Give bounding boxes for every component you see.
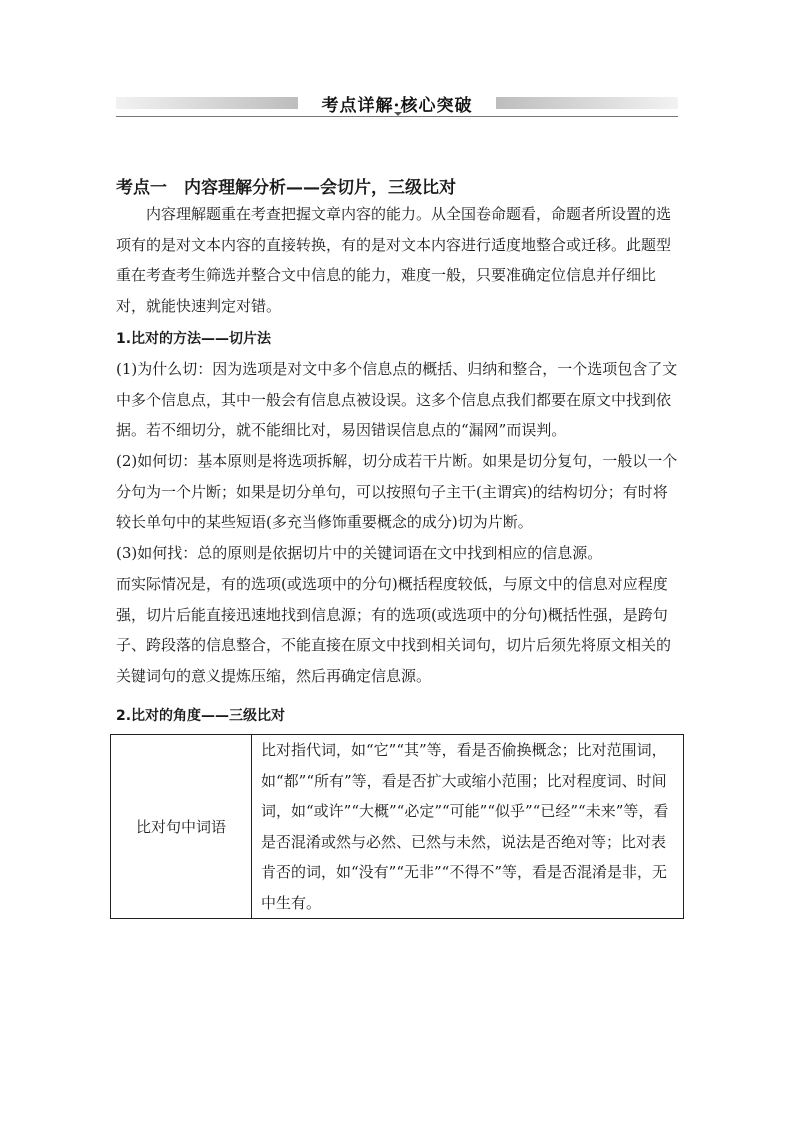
- intro-paragraph: 内容理解题重在考查把握文章内容的能力。从全国卷命题看，命题者所设置的选项有的是对文本内容的直接转换，有的是对文本内容进行适度地整合或迁移。此题型重在考查考生筛选并整合文中信息的能力，难度一般，只要准确定位信息并仔细比对，就能快速判定对错。: [116, 205, 672, 315]
- method-practice-paragraph: 而实际情况是，有的选项(或选项中的分句)概括程度较低，与原文中的信息对应程度强，切片后能直接迅速地找到信息源；有的选项(或选项中的分句)概括性强，是跨句子、跨段落的信息整合，不能直接在原文中找到相关词句，切片后须先将原文相关的关键词句的意义提炼压缩，然后再确定信息源。: [116, 575, 672, 685]
- table-row-content: 比对指代词，如“它”“其”等，看是否偷换概念；比对范围词，如“都”“所有”等，看是否扩大或缩小范围；比对程度词、时间词，如“或许”“大概”“必定”“可能”“似乎”“已经”“未来”等，看是否混淆或然与必然、已然与未然，说法是否绝对等；比对表肯否的词，如“没有”“无非”“不得不”等，看是否混淆是非，无中生有。: [252, 735, 684, 919]
- banner-bar-right: [496, 97, 678, 109]
- method-heading: 1.比对的方法——切片法: [116, 331, 272, 347]
- table-row: [111, 735, 684, 919]
- table-row-label: 比对句中词语: [111, 735, 252, 919]
- method-why-paragraph: (1)为什么切：因为选项是对文中多个信息点的概括、归纳和整合，一个选项包含了文中多个信息点，其中一般会有信息点被设误。这多个信息点我们都要在原文中找到依据。若不细切分，就不能细比对，易因错误信息点的“漏网”而误判。: [116, 360, 678, 439]
- method-find-paragraph: (3)如何找：总的原则是依据切片中的关键词语在文中找到相应的信息源。: [116, 544, 603, 562]
- section-heading: 考点一 内容理解分析——会切片，三级比对: [116, 178, 456, 198]
- section-banner: [116, 88, 678, 118]
- banner-title: 考点详解·核心突破: [321, 96, 473, 116]
- banner-bar-left: [116, 97, 298, 109]
- method-how-paragraph: (2)如何切：基本原则是将选项拆解，切分成若干片断。如果是切分复句，一般以一个分句为一个片断；如果是切分单句，可以按照句子主干(主谓宾)的结构切分；有时将较长单句中的某些短语(多充当修饰重要概念的成分)切为片断。: [116, 452, 678, 531]
- banner-underline: [116, 116, 678, 117]
- angle-heading: 2.比对的角度——三级比对: [116, 708, 286, 724]
- comparison-table: [110, 734, 684, 919]
